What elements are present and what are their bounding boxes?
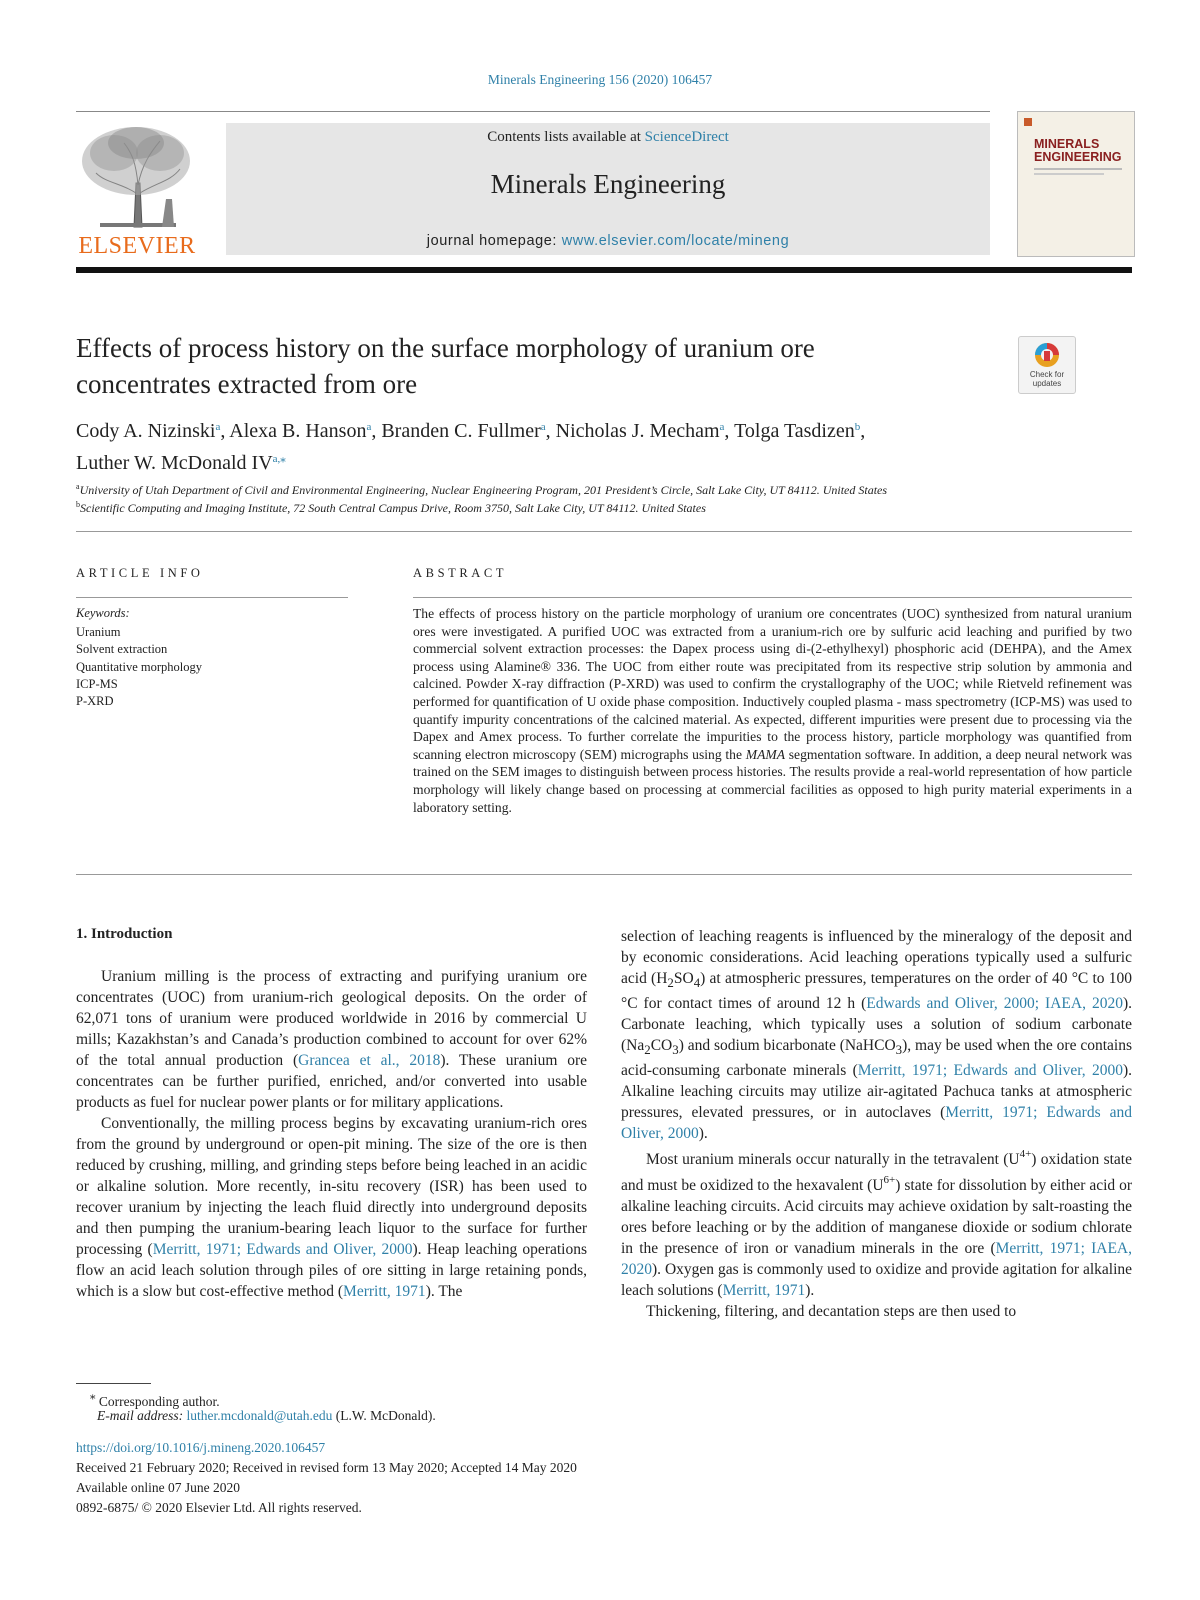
text-run: ). These uranium ore concentrates can be further purified, enriched, and/or converted into usable products as fuel for nuclear power plants or for military applications. bbox=[76, 1052, 587, 1111]
email-label: E-mail address: bbox=[97, 1408, 184, 1423]
text-run: ). Heap leaching operations flow an acid leach solution through piles of ore sitting in large retaining ponds, which is a slow but cost-effective method ( bbox=[76, 1241, 587, 1300]
section-rule bbox=[76, 531, 1132, 532]
email-note bbox=[97, 1408, 436, 1424]
affiliation-text: University of Utah Department of Civil and Environmental Engineering, Nuclear Engineering Program, 201 President’s Circle, Salt Lake City, UT 84112. United States bbox=[79, 483, 888, 497]
text-run: ). Alkaline leaching circuits may utilize air-agitated Pachuca tanks at atmospheric pressures, elevated pressures, or in autoclaves ( bbox=[621, 1062, 1132, 1122]
affiliation-text: Scientific Computing and Imaging Institute, 72 South Central Campus Drive, Room 3750, Salt Lake City, UT 84112. United States bbox=[80, 501, 706, 515]
text-run: ) at atmospheric pressures, temperatures on the order of 40 °C to 100 °C for contact times of around 12 h ( bbox=[621, 970, 1132, 1013]
journal-homepage bbox=[226, 233, 990, 249]
received-dates: Received 21 February 2020; Received in revised form 13 May 2020; Accepted 14 May 2020 bbox=[76, 1460, 577, 1475]
abstract-part: The effects of process history on the particle morphology of uranium ore concentrates (UOC) synthesized from natural uranium ores were investigated. A purified UOC was extracted from a uranium-rich ore by sulfuric acid leaching and purified by two commercial solvent extraction processes: the Dapex process using di-(2-ethylhexyl) phosphoric acid (DEHPA), and the Amex process using Alamine® 336. The UOC from either route was precipitated from its respective strip solution by ammonia and calcined. Powder X-ray diffraction (P-XRD) was used to confirm the crystallography of the UOC; while Rietveld refinement was performed for quantification of U oxide phase composition. Inductively coupled plasma - mass spectrometry (ICP-MS) was used to quantify impurity concentrations of the calcined material. As expected, different impurities were present due to processing via the Dapex and Amex process. To further correlate the impurities to the process history, particle morphology was quantified from scanning electron microscopy (SEM) micrographs using the bbox=[413, 606, 1132, 762]
subscript: 2 bbox=[667, 975, 674, 991]
contents-prefix: Contents lists available at bbox=[487, 129, 645, 145]
author-list: Cody A. Nizinski$^a$, Alexa B. Hanson$^a$, Branden C. Fullmer$^a$, Nicholas J. Mecham$^a$, Tolga Tasdizen$^b$, Luther W. McDonald $IV^{a,⁎}$ bbox=[76, 420, 866, 474]
author-name[interactable]: Alexa B. Hanson bbox=[229, 420, 367, 442]
author-name[interactable]: Tolga Tasdizen bbox=[734, 420, 855, 442]
journal-cover-thumbnail[interactable] bbox=[1017, 111, 1135, 257]
body-column-right bbox=[621, 926, 1132, 1322]
abstract-mama: MAMA bbox=[745, 746, 786, 762]
homepage-prefix: journal homepage: bbox=[426, 233, 562, 249]
paragraph bbox=[76, 1113, 587, 1302]
text-run: ) oxidation state and must be oxidized to the hexavalent (U bbox=[621, 1151, 1132, 1195]
affiliation-b bbox=[76, 500, 706, 516]
author-name[interactable]: Cody A. Nizinski bbox=[76, 420, 216, 442]
text-run: ). Oxygen gas is commonly used to oxidize and provide agitation for alkaline leach solutions ( bbox=[621, 1261, 1132, 1300]
superscript: 6+ bbox=[883, 1174, 896, 1187]
copyright: 0892-6875/ © 2020 Elsevier Ltd. All rights reserved. bbox=[76, 1500, 362, 1515]
text-run: ). The bbox=[425, 1283, 463, 1300]
text-run: Uranium milling is the process of extracting and purifying uranium ore concentrates (UOC) from uranium-rich geological deposits. On the order of 62,071 tons of uranium were produced worldwide in 2016 by commercial U mills; Kazakhstan’s and Canada’s production combined to account for over 62% of the total annual production ( bbox=[76, 968, 587, 1069]
section-heading-introduction: 1. Introduction bbox=[76, 926, 173, 942]
subscript: 2 bbox=[644, 1042, 651, 1058]
keywords-label: Keywords: bbox=[76, 606, 130, 620]
elsevier-tree-icon bbox=[76, 123, 198, 231]
abstract-text bbox=[413, 605, 1132, 816]
check-for-updates-badge[interactable] bbox=[1018, 336, 1076, 394]
superscript: 4+ bbox=[1019, 1148, 1032, 1161]
journal-banner bbox=[226, 123, 990, 255]
affiliation-mark: a bbox=[76, 482, 80, 491]
elsevier-wordmark: ELSEVIER bbox=[78, 233, 196, 259]
author-affiliation-mark[interactable]: a bbox=[540, 421, 546, 433]
author-name[interactable]: Nicholas J. Mecham bbox=[555, 420, 720, 442]
check-for-updates-icon bbox=[1033, 341, 1061, 369]
text-run: SO bbox=[673, 970, 694, 987]
running-head[interactable]: Minerals Engineering 156 (2020) 106457 bbox=[487, 72, 713, 87]
text-run: ). bbox=[698, 1125, 708, 1143]
cover-fine-print bbox=[1034, 168, 1122, 178]
paragraph bbox=[621, 1144, 1132, 1301]
text-run: ) state for dissolution by either acid or alkaline leaching circuits. Acid circuits may achieve oxidation by salt-roasting the ores before leaching or by the addition of manganese dioxide or sodium chlorate in the presence of iron or vanadium minerals in the ore ( bbox=[621, 1177, 1132, 1258]
corresponding-text: Corresponding author. bbox=[95, 1394, 220, 1409]
subscript: 3 bbox=[895, 1042, 903, 1058]
article-info-heading: ARTICLE INFO bbox=[76, 566, 204, 580]
author-affiliation-mark[interactable]: a bbox=[719, 421, 725, 433]
text-run: ), may be used when the ore contains acid-consuming carbonate minerals ( bbox=[621, 1037, 1132, 1080]
subscript: 4 bbox=[693, 975, 701, 991]
citation-link[interactable]: Merritt, 1971; Edwards and Oliver, 2000 bbox=[152, 1241, 413, 1258]
contents-line bbox=[226, 129, 990, 146]
journal-title: Minerals Engineering bbox=[490, 169, 726, 199]
paragraph bbox=[621, 1301, 1132, 1322]
author-affiliation-mark[interactable]: a,⁎ bbox=[272, 453, 286, 465]
keyword-item: P-XRD bbox=[76, 694, 114, 709]
footnote-rule bbox=[76, 1383, 151, 1384]
article-info-rule bbox=[76, 597, 348, 598]
affiliation-mark: b bbox=[76, 500, 80, 509]
author-affiliation-mark[interactable]: a bbox=[366, 421, 372, 433]
text-run: ) and sodium bicarbonate (NaHCO bbox=[678, 1037, 896, 1055]
citation-link[interactable]: Merritt, 1971 bbox=[343, 1283, 426, 1300]
citation-link[interactable]: Merritt, 1971; Edwards and Oliver, 2000 bbox=[857, 1062, 1123, 1080]
citation-link[interactable]: Merritt, 1971; IAEA, 2020 bbox=[621, 1240, 1132, 1279]
keyword-item: Solvent extraction bbox=[76, 642, 168, 657]
subscript: 3 bbox=[672, 1042, 679, 1058]
author-name[interactable]: Branden C. Fullmer bbox=[381, 420, 541, 442]
header-rule bbox=[76, 111, 990, 112]
doi-link[interactable] bbox=[76, 1440, 325, 1456]
paragraph bbox=[621, 926, 1132, 1144]
email-suffix: (L.W. McDonald). bbox=[332, 1408, 436, 1423]
body-column-left bbox=[76, 966, 587, 1302]
keyword-item: ICP-MS bbox=[76, 676, 118, 691]
text-run: selection of leaching reagents is influenced by the mineralogy of the deposit and by economic considerations. Acid leaching operations typically used a sulfuric acid (H bbox=[621, 928, 1132, 987]
body-rule bbox=[76, 874, 1132, 875]
text-run: Most uranium minerals occur naturally in the tetravalent (U bbox=[646, 1151, 1020, 1169]
text-run: ). bbox=[805, 1282, 815, 1300]
keyword-item: Quantitative morphology bbox=[76, 659, 203, 674]
corresponding-mark: ⁎ bbox=[90, 1390, 96, 1402]
cover-publisher-icon bbox=[1024, 118, 1032, 126]
citation-link[interactable]: Merritt, 1971; Edwards and Oliver, 2000 bbox=[621, 1104, 1133, 1143]
keyword-list bbox=[76, 624, 202, 710]
check-for-updates-label: Check for updates bbox=[1029, 370, 1065, 388]
abstract-heading: ABSTRACT bbox=[413, 566, 508, 580]
text-run: Conventionally, the milling process begins by excavating uranium-rich ores from the ground by underground or open-pit mining. The size of the ore is then reduced by crushing, milling, and grinding steps before being leached in an acidic or alkaline solution. More recently, in-situ recovery (ISR) has been used to recover uranium by injecting the leach fluid directly into underground deposits and then pumping the uranium-bearing leach liquor to the surface for further processing ( bbox=[76, 1115, 587, 1258]
keyword-item: Uranium bbox=[76, 625, 121, 639]
author-affiliation-mark[interactable]: b bbox=[854, 421, 861, 433]
text-run: ). Carbonate leaching, which typically uses a solution of sodium carbonate (Na bbox=[621, 995, 1132, 1055]
affiliation-a bbox=[76, 482, 887, 498]
citation-link[interactable]: Grancea et al., 2018 bbox=[298, 1052, 441, 1069]
header-thick-rule bbox=[76, 267, 1132, 273]
abstract-rule bbox=[413, 597, 1132, 598]
paragraph bbox=[76, 966, 587, 1113]
doi-link-text[interactable]: https://doi.org/10.1016/j.mineng.2020.106457 bbox=[76, 1440, 326, 1455]
author-name[interactable]: Luther W. McDonald IV bbox=[76, 452, 273, 474]
text-run: Thickening, filtering, and decantation steps are then used to bbox=[646, 1303, 1017, 1321]
corresponding-author-note bbox=[90, 1389, 220, 1410]
abstract-part: segmentation software. In addition, a deep neural network was trained on the SEM images to distinguish between process histories. The results provide a real-world representation of how particle morphology will likely change based on processing at commercial facilities as opposed to high purity material experiments in a laboratory setting. bbox=[413, 746, 1133, 815]
homepage-link[interactable]: www.elsevier.com/locate/mineng bbox=[561, 233, 790, 249]
available-online: Available online 07 June 2020 bbox=[76, 1480, 240, 1495]
text-run: CO bbox=[650, 1037, 673, 1055]
cover-title: MINERALS ENGINEERING bbox=[1034, 137, 1122, 164]
email-link[interactable]: luther.mcdonald@utah.edu bbox=[186, 1408, 333, 1423]
author-affiliation-mark[interactable]: a bbox=[215, 421, 221, 433]
citation-link[interactable]: Merritt, 1971 bbox=[722, 1282, 806, 1300]
article-title: Effects of process history on the surface morphology of uranium ore concentrates extracted from ore bbox=[76, 333, 815, 399]
citation-link[interactable]: Edwards and Oliver, 2000; IAEA, 2020 bbox=[866, 995, 1123, 1013]
sciencedirect-link[interactable]: ScienceDirect bbox=[644, 129, 729, 145]
